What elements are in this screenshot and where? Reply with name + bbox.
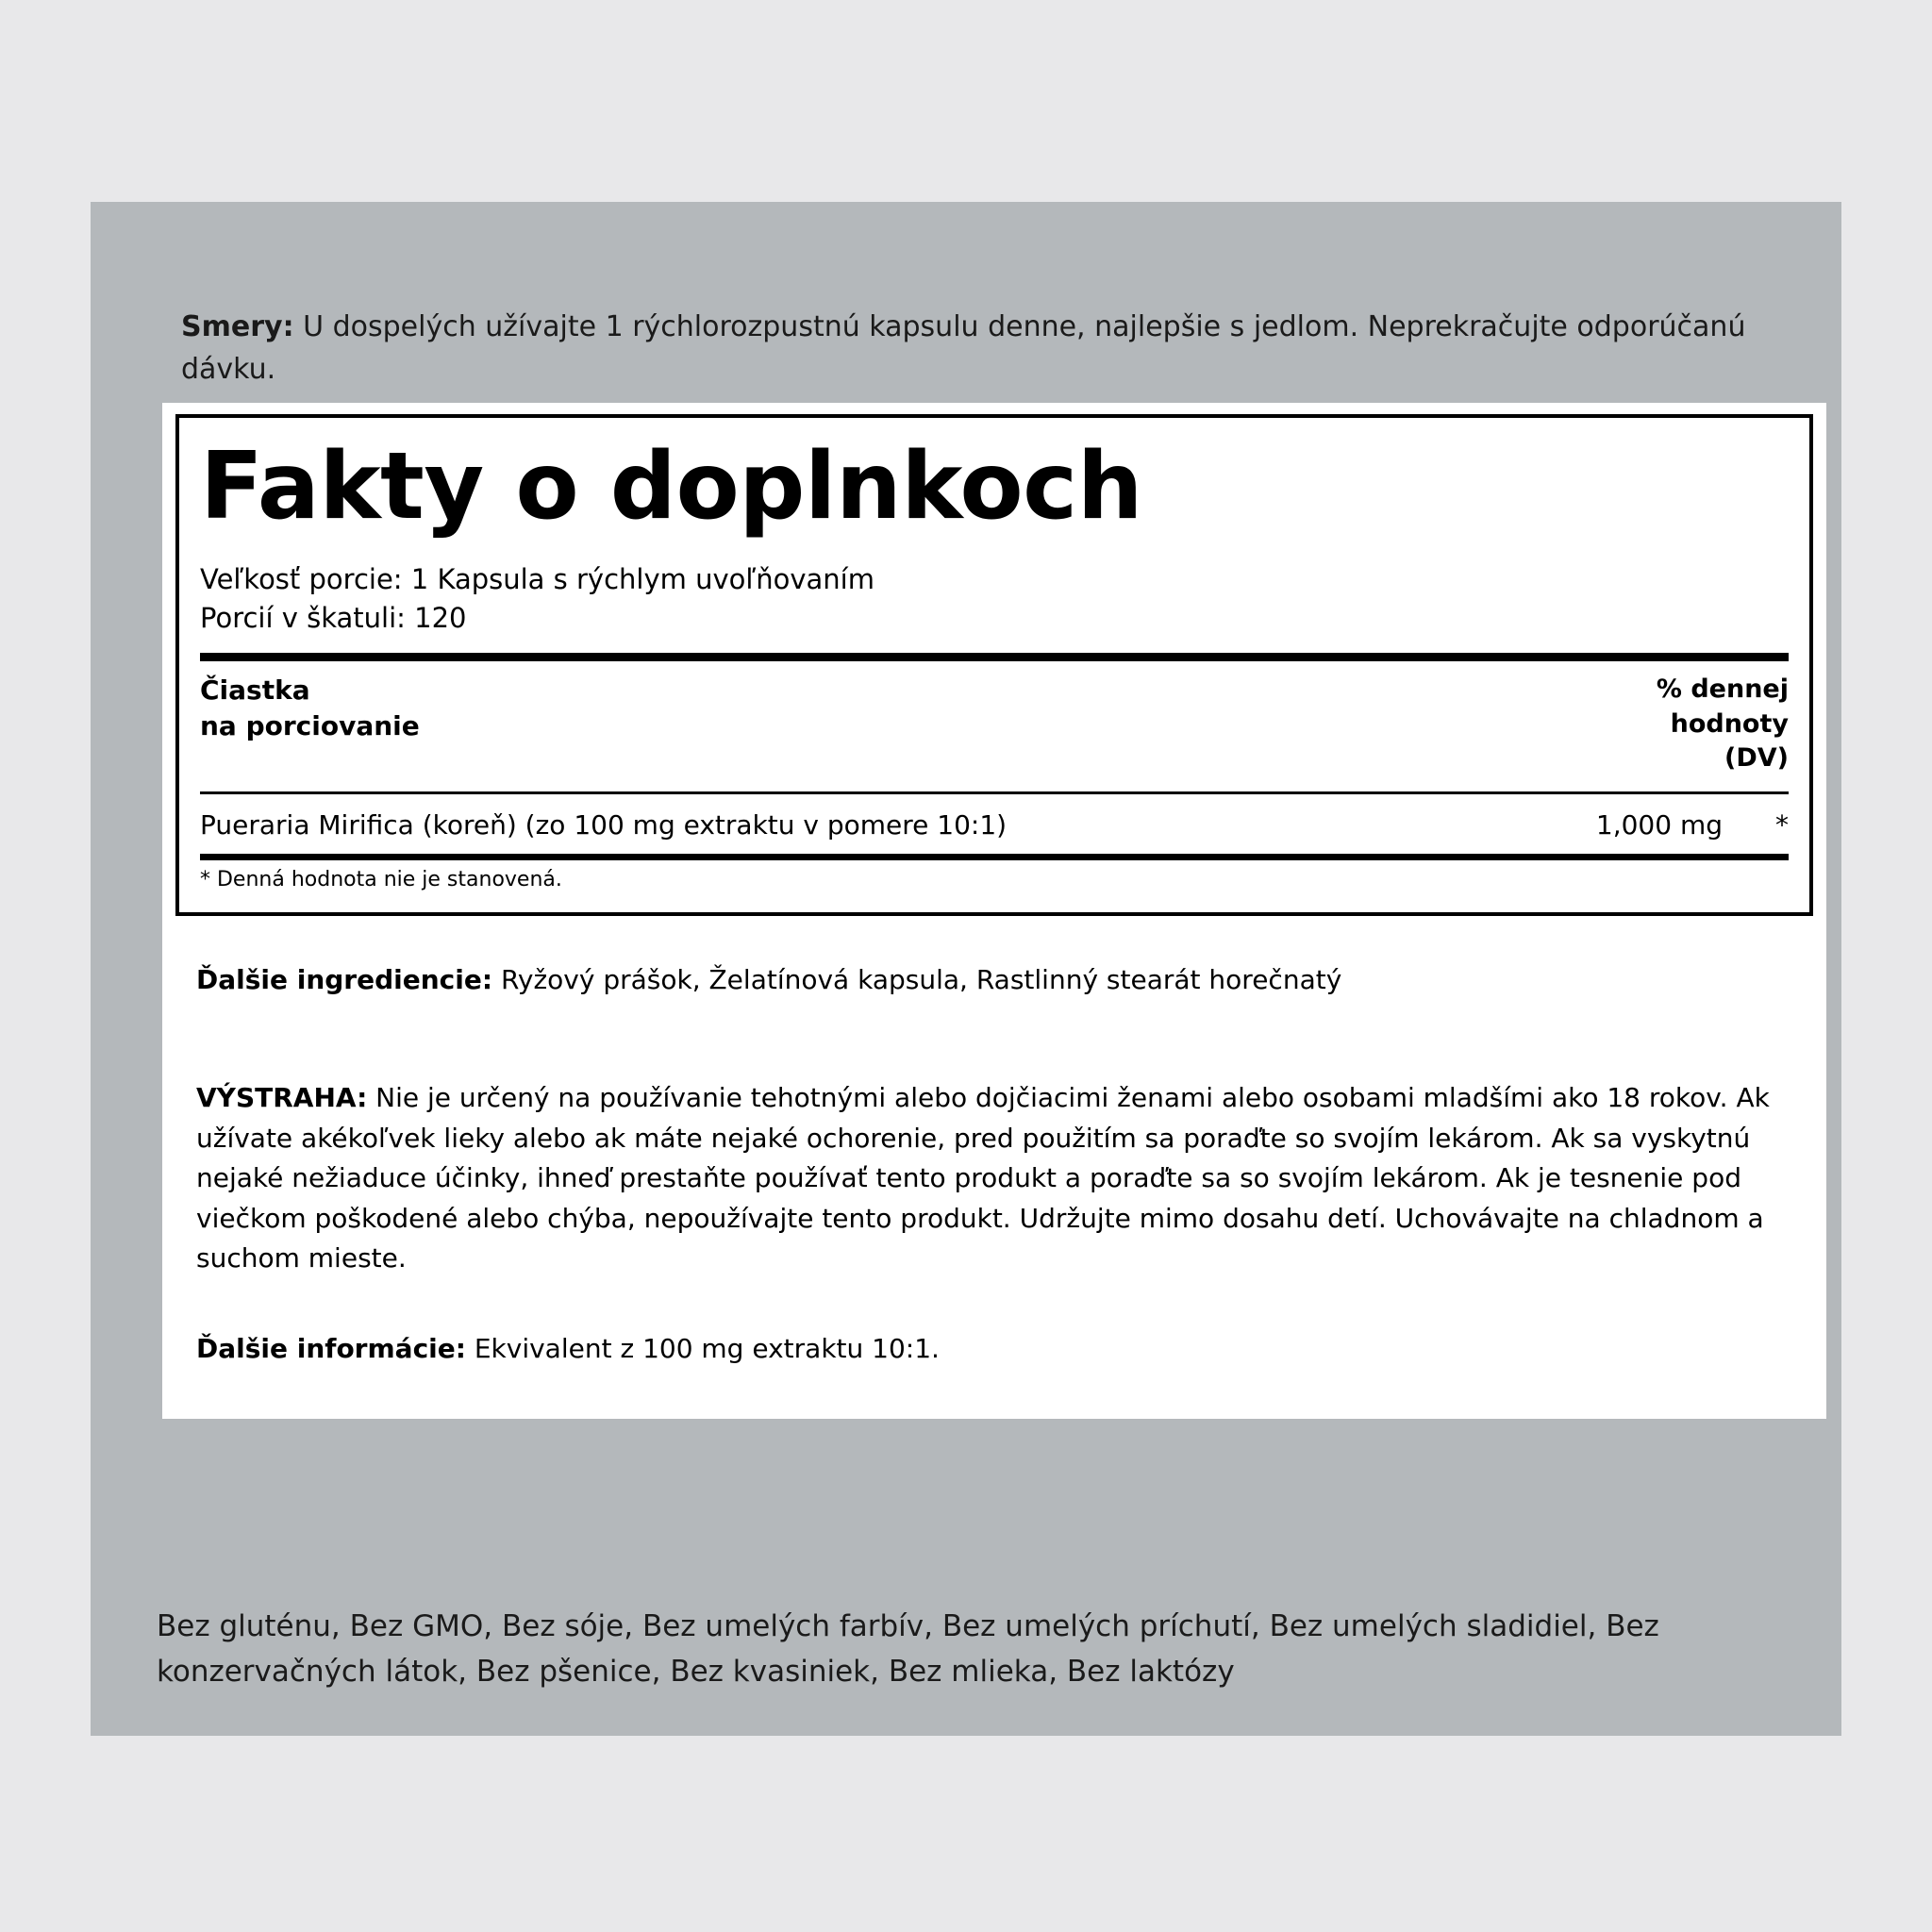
divider-thick-bottom [200, 854, 1789, 860]
supplement-facts-inner [175, 414, 1813, 916]
other-information-paragraph [162, 1306, 1826, 1393]
amount-per-serving-header [200, 673, 420, 744]
supplement-facts-title: Fakty o doplnkoch [200, 433, 1143, 541]
free-from-claims: Bez gluténu, Bez GMO, Bez sóje, Bez umelých farbív, Bez umelých príchutí, Bez umelých sladidiel, Bez konzervačných látok, Bez pšenice, Bez kvasiniek, Bez mlieka, Bez laktózy [157, 1609, 1659, 1690]
other-ingredients-text: Ryžový prášok, Želatínová kapsula, Rastlinný stearát horečnatý [492, 963, 1342, 995]
directions-paragraph [181, 306, 1747, 391]
directions-text: U dospelých užívajte 1 rýchlorozpustnú kapsulu denne, najlepšie s jedlom. Neprekračujte odporúčanú dávku. [181, 310, 1746, 386]
warning-text: Nie je určený na používanie tehotnými alebo dojčiacimi ženami alebo osobami mladšími ako 18 rokov. Ak užívate akékoľvek lieky alebo ak máte nejaké ochorenie, pred použitím sa poraďte so svojím lekárom. Ak sa vyskytnú nejaké nežiaduce účinky, ihneď prestaňte používať tento produkt a poraďte sa so svojím lekárom. Ak je tesnenie pod viečkom poškodené alebo chýba, nepoužívajte tento produkt. Udržujte mimo dosahu detí. Uchovávajte na chladnom a suchom mieste. [196, 1082, 1770, 1274]
ingredient-daily-value: * [1775, 808, 1789, 841]
warning-paragraph [162, 1056, 1826, 1279]
facts-table-header [200, 661, 1789, 785]
supplement-label-panel [91, 202, 1841, 1736]
other-ingredients-paragraph [196, 961, 1792, 1000]
dv-header-line2: hodnoty [1670, 708, 1789, 739]
amount-header-line2: na porciovanie [200, 710, 420, 742]
ingredient-amount: 1,000 mg [1595, 808, 1723, 841]
amount-header-line1: Čiastka [200, 675, 310, 707]
ingredient-name: Pueraria Mirifica (koreň) (zo 100 mg extraktu v pomere 10:1) [200, 808, 1008, 841]
supplement-facts-box [162, 403, 1826, 1419]
other-information-text: Ekvivalent z 100 mg extraktu 10:1. [465, 1332, 940, 1364]
daily-value-header [1657, 673, 1789, 775]
warning-heading: VÝSTRAHA: [196, 1082, 368, 1114]
servings-per-container: Porcií v škatuli: 120 [200, 602, 467, 635]
dv-header-line1: % dennej [1656, 675, 1789, 705]
other-ingredients-block [162, 916, 1826, 1030]
serving-size: Veľkosť porcie: 1 Kapsula s rýchlym uvoľňovaním [200, 562, 874, 595]
directions-heading: Smery: [181, 310, 294, 343]
other-information-heading: Ďalšie informácie: [196, 1332, 466, 1364]
daily-value-footnote: * Denná hodnota nie je stanovená. [200, 867, 562, 891]
other-ingredients-heading: Ďalšie ingrediencie: [196, 963, 493, 995]
divider-thick-top [200, 653, 1789, 661]
table-row [200, 794, 1789, 854]
dv-header-line3: (DV) [1724, 743, 1789, 774]
